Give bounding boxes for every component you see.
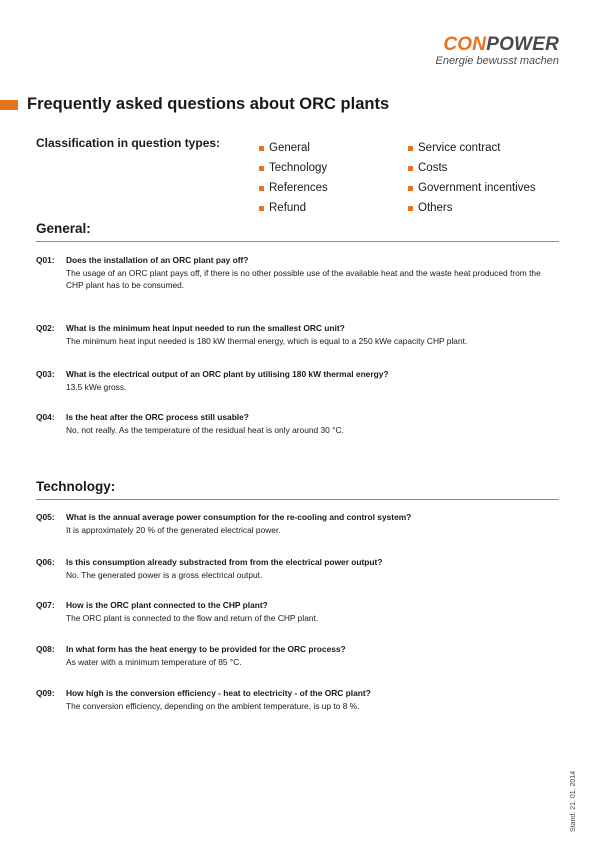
- faq-item-q08: [36, 643, 559, 668]
- logo-wordmark: [435, 35, 559, 54]
- question-text: What is the annual average power consumption for the re-cooling and control system?: [66, 512, 412, 522]
- square-bullet-icon: [259, 186, 264, 191]
- faq-item-q03: [36, 368, 559, 393]
- answer-text: No, not really. As the temperature of the residual heat is only around 30 °C.: [66, 424, 344, 435]
- section-technology: [36, 479, 559, 500]
- section-general: [36, 221, 559, 242]
- square-bullet-icon: [408, 186, 413, 191]
- classification-item: [259, 198, 328, 218]
- square-bullet-icon: [259, 206, 264, 211]
- answer-text: The ORC plant is connected to the flow and return of the CHP plant.: [66, 612, 319, 623]
- classification-column-1: [259, 138, 328, 218]
- classification-item: [259, 178, 328, 198]
- question-number: Q03:: [36, 369, 55, 379]
- square-bullet-icon: [408, 166, 413, 171]
- section-title-technology: Technology:: [36, 479, 559, 500]
- question-number: Q08:: [36, 644, 55, 654]
- square-bullet-icon: [408, 206, 413, 211]
- faq-item-q05: [36, 511, 559, 536]
- question-number: Q07:: [36, 600, 55, 610]
- answer-text: As water with a minimum temperature of 85 °C.: [66, 656, 242, 667]
- question-number: Q09:: [36, 688, 55, 698]
- faq-item-q09: [36, 687, 559, 712]
- classification-item-label: Technology: [269, 162, 328, 174]
- classification-item: [408, 198, 536, 218]
- answer-text: The usage of an ORC plant pays off, if there is no other possible use of the available heat and the waste heat produced from the CHP plant has to be consumed.: [66, 267, 541, 290]
- answer-text: No. The generated power is a gross electrical output.: [66, 569, 263, 580]
- question-text: What is the electrical output of an ORC plant by utilising 180 kW thermal energy?: [66, 369, 389, 379]
- faq-item-q04: [36, 411, 559, 436]
- classification-item-label: References: [269, 182, 328, 194]
- square-bullet-icon: [259, 146, 264, 151]
- title-accent-bar: [0, 100, 18, 110]
- classification-item: [408, 158, 536, 178]
- classification-item: [259, 138, 328, 158]
- classification-item: [259, 158, 328, 178]
- section-title-general: General:: [36, 221, 559, 242]
- classification-item-label: Service contract: [418, 142, 501, 154]
- question-number: Q06:: [36, 557, 55, 567]
- faq-item-q01: [36, 254, 559, 292]
- question-number: Q01:: [36, 255, 55, 265]
- conpower-logo: [435, 35, 559, 67]
- question-number: Q02:: [36, 323, 55, 333]
- question-text: Is the heat after the ORC process still usable?: [66, 412, 249, 422]
- faq-item-q07: [36, 599, 559, 624]
- classification-column-2: [408, 138, 536, 218]
- question-number: Q05:: [36, 512, 55, 522]
- classification-item: [408, 178, 536, 198]
- document-date-stamp: Stand: 21. 01. 2014: [570, 770, 577, 832]
- answer-text: The minimum heat input needed is 180 kW thermal energy, which is equal to a 250 kWe capacity CHP plant.: [66, 335, 468, 346]
- classification-label: Classification in question types:: [36, 136, 221, 150]
- question-number: Q04:: [36, 412, 55, 422]
- square-bullet-icon: [408, 146, 413, 151]
- faq-item-q02: [36, 322, 559, 347]
- logo-tagline: Energie bewusst machen: [435, 55, 559, 67]
- logo-power: POWER: [486, 34, 559, 55]
- classification-item-label: Government incentives: [418, 182, 536, 194]
- faq-item-q06: [36, 556, 559, 581]
- question-text: What is the minimum heat input needed to run the smallest ORC unit?: [66, 323, 345, 333]
- question-text: How high is the conversion efficiency - heat to electricity - of the ORC plant?: [66, 688, 371, 698]
- classification-item-label: General: [269, 142, 310, 154]
- answer-text: The conversion efficiency, depending on the ambient temperature, is up to 8 %.: [66, 700, 360, 711]
- answer-text: It is approximately 20 % of the generated electrical power.: [66, 524, 281, 535]
- classification-item-label: Others: [418, 202, 453, 214]
- logo-con: CON: [443, 34, 487, 55]
- answer-text: 13.5 kWe gross.: [66, 381, 127, 392]
- classification-item-label: Costs: [418, 162, 448, 174]
- page-title: Frequently asked questions about ORC plants: [27, 95, 390, 113]
- classification-item: [408, 138, 536, 158]
- question-text: Is this consumption already substracted from from the electrical power output?: [66, 557, 383, 567]
- question-text: Does the installation of an ORC plant pay off?: [66, 255, 249, 265]
- square-bullet-icon: [259, 166, 264, 171]
- question-text: How is the ORC plant connected to the CHP plant?: [66, 600, 268, 610]
- classification-item-label: Refund: [269, 202, 307, 214]
- question-text: In what form has the heat energy to be provided for the ORC process?: [66, 644, 346, 654]
